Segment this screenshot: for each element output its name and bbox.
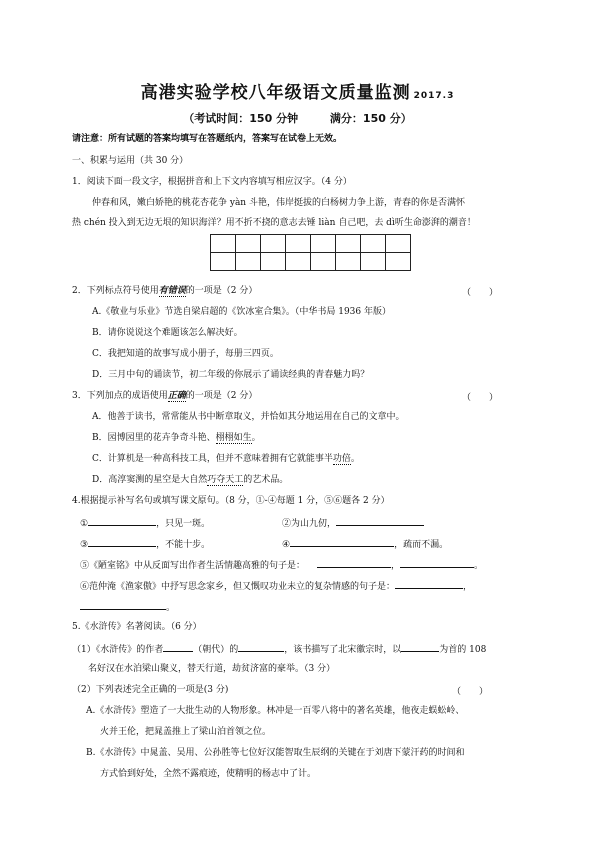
notice: 请注意：所有试题的答案均填写在答题纸内，答案写在试卷上无效。 xyxy=(72,134,343,144)
fill-blank[interactable] xyxy=(336,516,424,526)
fill-blank[interactable] xyxy=(290,537,394,547)
q4-item-3 xyxy=(80,537,210,551)
q4-item-text: ④ xyxy=(282,540,291,550)
grid-cell[interactable] xyxy=(286,235,311,253)
fill-blank[interactable] xyxy=(317,558,391,568)
q4-item-6: ⑥范仲淹《渔家傲》中抒写思念家乡，但又慨叹功业未立的复杂情感的句子是： ， xyxy=(80,579,472,593)
q4-item-text: ③ xyxy=(80,540,89,550)
q3-option-c xyxy=(92,453,360,465)
q4-item-6-cont: 。 xyxy=(80,600,175,614)
fill-blank[interactable] xyxy=(395,579,463,589)
fill-blank[interactable] xyxy=(163,642,193,652)
q3-emphasis: 正确 xyxy=(167,391,186,401)
grid-cell[interactable] xyxy=(336,253,361,271)
fill-blank[interactable] xyxy=(238,642,284,652)
q3-dotted-idiom: 栩栩如生 xyxy=(215,433,252,443)
grid-cell[interactable] xyxy=(211,235,236,253)
q4-item-text: ②为山九仞， xyxy=(282,519,337,529)
q2-stem-text: 2．下列标点符号使用 xyxy=(72,286,159,296)
q4-stem: 4.根据提示补写名句或填写课文原句。（8 分，①-④每题 1 分，⑤⑥题各 2 分） xyxy=(72,496,390,506)
q5-text: ，该书描写了北宋徽宗时，以 xyxy=(284,645,402,655)
full-score: 满分：150 分） xyxy=(329,112,412,125)
q3-stem-text: 3．下列加点的成语使用 xyxy=(72,391,168,401)
grid-cell[interactable] xyxy=(336,235,361,253)
q1-paragraph-line: 仲春和风，嫩白娇艳的桃花杏花争 yàn 斗艳，伟岸挺拔的白杨树力争上游，青春的你是否满怀 xyxy=(92,198,465,208)
q3-option-a: A．他善于读书，常常能从书中断章取义，并恰如其分地运用在自己的文章中。 xyxy=(92,412,405,422)
grid-cell[interactable] xyxy=(236,253,261,271)
exam-time: （考试时间：150 分钟 xyxy=(183,112,299,125)
q3-dotted-idiom: 功倍 xyxy=(332,454,351,464)
grid-cell[interactable] xyxy=(361,235,386,253)
q5-option-b-cont: 方式恰到好处，全然不露痕迹，使精明的杨志中了计。 xyxy=(100,769,317,779)
q3-stem xyxy=(72,390,257,402)
q3-option-text: B．园博园里的花卉争奇斗艳、 xyxy=(92,433,216,443)
q1-stem: 1．阅读下面一段文字，根据拼音和上下文内容填写相应汉字。（4 分） xyxy=(72,177,352,187)
q3-dotted-idiom: 巧夺天工 xyxy=(207,475,244,485)
q5-answer-paren[interactable]: （ ） xyxy=(452,687,489,697)
grid-cell[interactable] xyxy=(211,253,236,271)
grid-cell[interactable] xyxy=(311,235,336,253)
section-heading: 一、积累与运用（共 30 分） xyxy=(72,156,189,166)
q2-option-d: D．三月中旬的诵读节，初二年级的你展示了诵读经典的青春魅力吗？ xyxy=(92,370,370,380)
page-title xyxy=(0,78,595,103)
grid-cell[interactable] xyxy=(236,235,261,253)
q5-part-1-cont: 名好汉在水泊梁山聚义，替天行道，劫贫济富的豪举。（3 分） xyxy=(88,664,336,674)
q3-stem-text: 的一项是（2 分） xyxy=(185,391,258,401)
grid-cell[interactable] xyxy=(286,253,311,271)
q2-emphasis: 有错误 xyxy=(158,286,186,296)
q4-item-text: ，不能十步。 xyxy=(156,540,211,550)
grid-cell[interactable] xyxy=(311,253,336,271)
q5-part-1 xyxy=(72,642,486,656)
grid-cell[interactable] xyxy=(361,253,386,271)
q4-item-2 xyxy=(282,516,424,530)
fill-blank[interactable] xyxy=(80,600,166,610)
q4-item-text: ① xyxy=(80,519,89,529)
q3-option-text: 的艺术品。 xyxy=(243,475,289,485)
exam-title: 高港实验学校八年级语文质量监测 xyxy=(140,83,411,103)
q3-option-text: C．计算机是一种高科技工具，但并不意味着拥有它就能事半 xyxy=(92,454,333,464)
exam-date: 2017.3 xyxy=(413,91,455,101)
q5-text: （朝代）的 xyxy=(193,645,239,655)
q2-option-b: B．请你说说这个难题该怎么解决好。 xyxy=(92,328,243,338)
q2-option-a: A.《敬业与乐业》节选自梁启超的《饮冰室合集》。（中华书局 1936 年版） xyxy=(92,307,391,317)
grid-cell[interactable] xyxy=(386,235,411,253)
q2-stem-text: 的一项是（2 分） xyxy=(185,286,258,296)
fill-blank[interactable] xyxy=(400,558,474,568)
q2-option-c: C．我把知道的故事写成小册子，每册三四页。 xyxy=(92,349,279,359)
q3-option-b xyxy=(92,432,261,444)
q3-answer-paren[interactable]: （ ） xyxy=(462,393,499,403)
grid-cell[interactable] xyxy=(261,253,286,271)
grid-cell[interactable] xyxy=(261,235,286,253)
q2-stem xyxy=(72,285,257,297)
fill-blank[interactable] xyxy=(401,642,439,652)
q4-item-5: ⑤《陋室铭》中从反面写出作者生活情趣高雅的句子是： ， 。 xyxy=(80,558,483,572)
q2-answer-paren[interactable]: （ ） xyxy=(462,288,499,298)
q5-stem: 5.《水浒传》名著阅读。（6 分） xyxy=(72,622,202,632)
q3-option-d xyxy=(92,474,288,486)
q1-paragraph-line: 热 chén 投入到无边无垠的知识海洋？用不折不挠的意志去锤 liàn 自己吧，去 dì听生命澎湃的潮音！ xyxy=(72,218,476,228)
q4-item-4 xyxy=(282,537,448,551)
q3-option-text: 。 xyxy=(251,433,261,443)
q5-text: （1）《水浒传》的作者 xyxy=(72,645,164,655)
q4-item-text: ⑥范仲淹《渔家傲》中抒写思念家乡，但又慨叹功业未立的复杂情感的句子是： xyxy=(80,582,396,592)
q4-item-text: ，只见一斑。 xyxy=(156,519,211,529)
q3-option-text: D．高淳窦测的星空是大自然 xyxy=(92,475,208,485)
fill-blank[interactable] xyxy=(88,516,156,526)
fill-blank[interactable] xyxy=(88,537,156,547)
q4-item-text: ，疏而不漏。 xyxy=(394,540,449,550)
q3-option-text: 。 xyxy=(350,454,360,464)
q5-text: 为首的 108 xyxy=(439,645,487,655)
q4-item-1 xyxy=(80,516,210,530)
grid-cell[interactable] xyxy=(386,253,411,271)
q5-option-b: B.《水浒传》中晁盖、吴用、公孙胜等七位好汉能智取生辰纲的关键在于刘唐下蒙汗药的时间和 xyxy=(86,748,465,758)
exam-subtitle xyxy=(0,110,595,126)
answer-grid[interactable] xyxy=(210,234,411,271)
q5-option-a-cont: 火并王伦，把晁盖推上了梁山泊首领之位。 xyxy=(100,727,272,737)
q5-option-a: A.《水浒传》塑造了一大批生动的人物形象。林冲是一百零八将中的著名英雄，他夜走蜈蚣岭、 xyxy=(86,706,465,716)
q4-item-text: ⑤《陋室铭》中从反面写出作者生活情趣高雅的句子是： xyxy=(80,561,306,571)
q5-part-2: （2）下列表述完全正确的一项是(3 分) xyxy=(72,685,229,695)
